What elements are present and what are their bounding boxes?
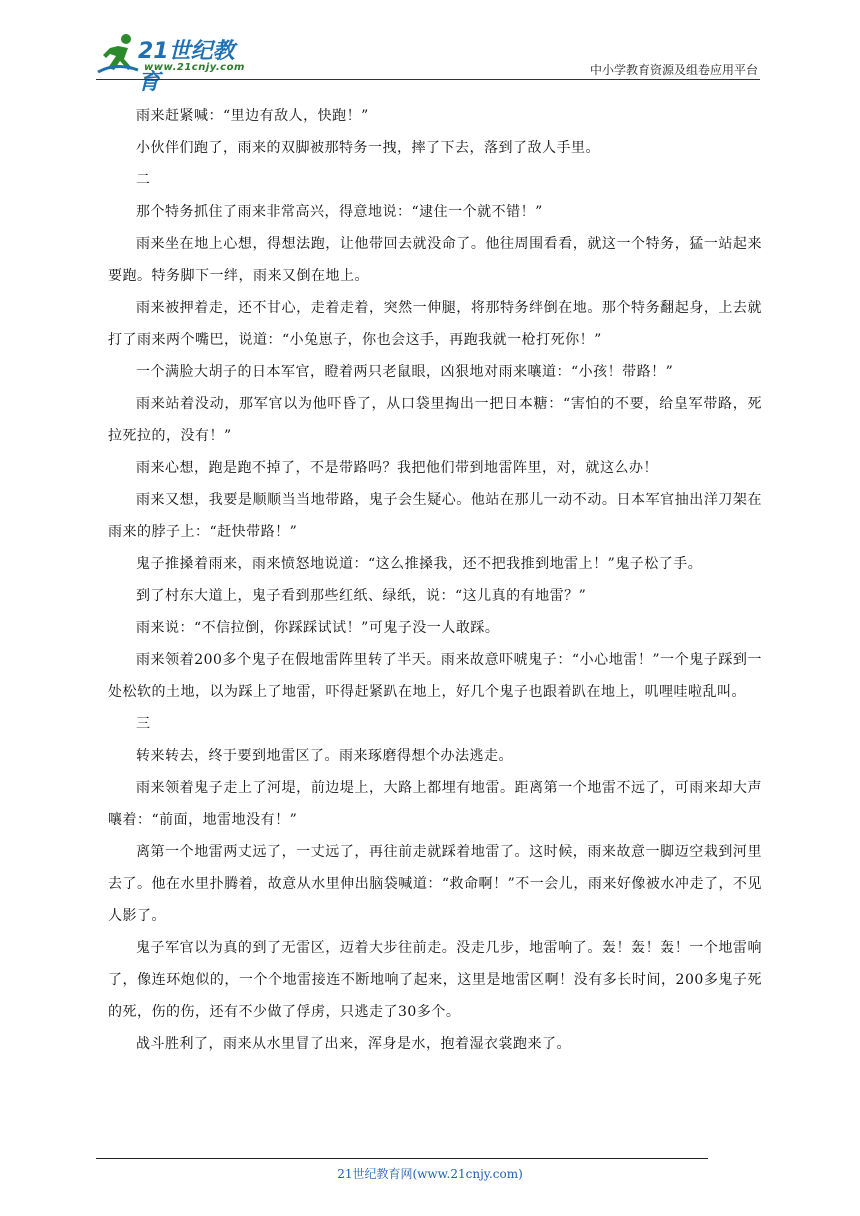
article-body	[108, 100, 762, 1060]
logo-url: www.21cnjy.com	[144, 62, 245, 73]
paragraph: 鬼子推搡着雨来，雨来愤怒地说道：“这么推搡我，还不把我推到地雷上！”鬼子松了手。	[136, 556, 703, 572]
section-heading: 三	[136, 716, 151, 732]
paragraph: 雨来说：“不信拉倒，你踩踩试试！”可鬼子没一人敢踩。	[136, 620, 500, 636]
paragraph: 转来转去，终于要到地雷区了。雨来琢磨得想个办法逃走。	[136, 748, 513, 764]
logo-text: 21世纪教育	[138, 39, 235, 95]
header-divider	[96, 79, 760, 80]
platform-title: 中小学教育资源及组卷应用平台	[589, 63, 758, 77]
paragraph: 雨来站着没动，那军官以为他吓昏了，从口袋里掏出一把日本糖：“害怕的不要，给皇军带路，死拉死拉的，没有！”	[108, 396, 762, 444]
runner-icon	[96, 32, 140, 76]
paragraph: 雨来赶紧喊：“里边有敌人，快跑！”	[136, 108, 369, 124]
footer-divider	[96, 1158, 708, 1159]
paragraph: 雨来被押着走，还不甘心，走着走着，突然一伸腿，将那特务绊倒在地。那个特务翻起身，上去就打了雨来两个嘴巴，说道：“小兔崽子，你也会这手，再跑我就一枪打死你！”	[108, 300, 762, 348]
page-header	[96, 28, 760, 95]
paragraph: 雨来又想，我要是顺顺当当地带路，鬼子会生疑心。他站在那儿一动不动。日本军官抽出洋刀架在雨来的脖子上：“赶快带路！”	[108, 492, 762, 540]
paragraph: 战斗胜利了，雨来从水里冒了出来，浑身是水，抱着湿衣裳跑来了。	[136, 1036, 571, 1052]
paragraph: 一个满脸大胡子的日本军官，瞪着两只老鼠眼，凶狠地对雨来嚷道：“小孩！带路！”	[136, 364, 674, 380]
footer-link[interactable]: 21世纪教育网(www.21cnjy.com)	[337, 1167, 523, 1181]
paragraph: 雨来领着200多个鬼子在假地雷阵里转了半天。雨来故意吓唬鬼子：“小心地雷！”一个鬼子踩到一处松软的土地，以为踩上了地雷，吓得赶紧趴在地上，好几个鬼子也跟着趴在地上，叽哩哇啦乱叫。	[108, 652, 762, 700]
paragraph: 到了村东大道上，鬼子看到那些红纸、绿纸，说：“这儿真的有地雷？”	[136, 588, 587, 604]
paragraph: 雨来坐在地上心想，得想法跑，让他带回去就没命了。他往周围看看，就这一个特务，猛一站起来要跑。特务脚下一绊，雨来又倒在地上。	[108, 236, 762, 284]
paragraph: 小伙伴们跑了，雨来的双脚被那特务一拽，摔了下去，落到了敌人手里。	[136, 140, 600, 156]
paragraph: 那个特务抓住了雨来非常高兴，得意地说：“逮住一个就不错！”	[136, 204, 543, 220]
paragraph: 离第一个地雷两丈远了，一丈远了，再往前走就踩着地雷了。这时候，雨来故意一脚迈空栽到河里去了。他在水里扑腾着，故意从水里伸出脑袋喊道：“救命啊！”不一会儿，雨来好像被水冲走了，不见人影了。	[108, 844, 762, 924]
paragraph: 雨来心想，跑是跑不掉了，不是带路吗？我把他们带到地雷阵里，对，就这么办！	[136, 460, 658, 476]
paragraph: 鬼子军官以为真的到了无雷区，迈着大步往前走。没走几步，地雷响了。轰！轰！轰！一个地雷响了，像连环炮似的，一个个地雷接连不断地响了起来，这里是地雷区啊！没有多长时间，200多鬼子死的死，伤的伤，还有不少做了俘虏，只逃走了30多个。	[108, 940, 762, 1020]
section-heading: 二	[136, 172, 151, 188]
logo	[96, 32, 256, 95]
paragraph: 雨来领着鬼子走上了河堤，前边堤上，大路上都埋有地雷。距离第一个地雷不远了，可雨来却大声嚷着：“前面，地雷地没有！”	[108, 780, 762, 828]
